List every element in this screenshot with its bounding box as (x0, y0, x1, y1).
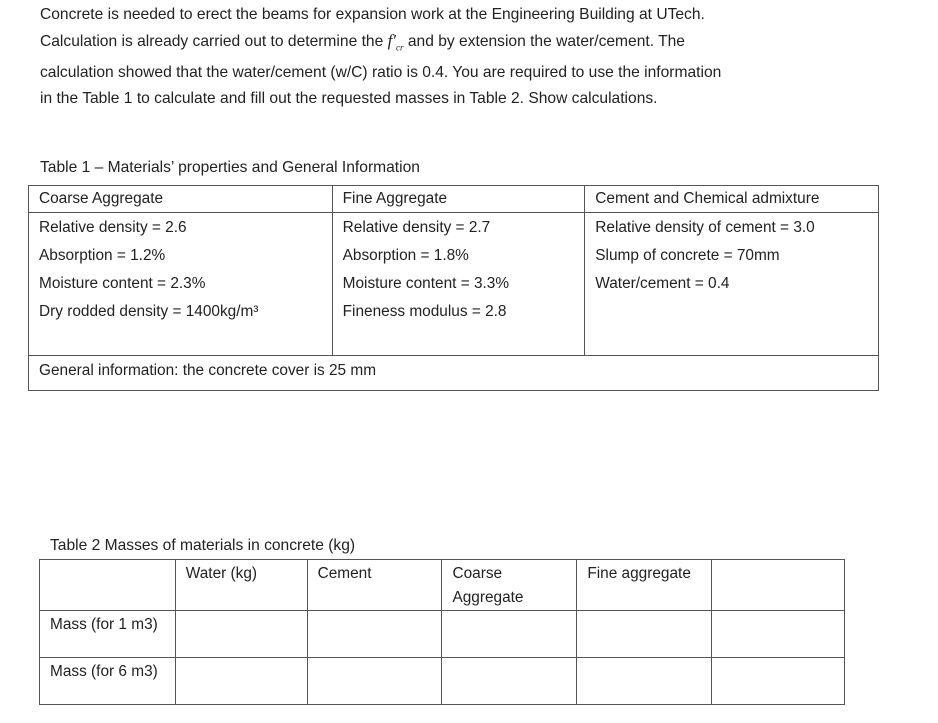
table2-header-water: Water (kg) (175, 560, 307, 611)
table2-caption: Table 2 Masses of materials in concrete (kg) (50, 537, 356, 554)
table2-row-label: Mass (for 1 m3) (40, 611, 176, 658)
table2-cell-coarse-6m3[interactable] (442, 658, 577, 705)
table2-cell-cement-6m3[interactable] (307, 658, 442, 705)
table2-row-1m3 (40, 611, 845, 658)
table2-cell-fine-6m3[interactable] (577, 658, 712, 705)
table2-header-fine: Fine aggregate (577, 560, 712, 611)
water-cement-ratio: Water/cement = 0.4 (595, 275, 730, 292)
table1-properties-row (29, 213, 879, 356)
table2-header-blank (40, 560, 176, 611)
table1-header-fine: Fine Aggregate (332, 186, 585, 213)
table2-cell-fine-1m3[interactable] (577, 611, 712, 658)
coarse-relative-density: Relative density = 2.6 (39, 219, 187, 236)
coarse-moisture-content: Moisture content = 2.3% (39, 275, 206, 292)
instructions-line-4: in the Table 1 to calculate and fill out the requested masses in Table 2. Show calculations. (40, 90, 658, 108)
table1-coarse-cell (29, 213, 333, 356)
cement-relative-density: Relative density of cement = 3.0 (595, 219, 815, 236)
table2-cell-water-6m3[interactable] (175, 658, 307, 705)
table2-masses (39, 559, 845, 705)
table1-header-cement: Cement and Chemical admixture (585, 186, 879, 213)
table2-cell-extra-1m3[interactable] (712, 611, 845, 658)
fine-relative-density: Relative density = 2.7 (342, 219, 491, 236)
coarse-absorption: Absorption = 1.2% (39, 247, 166, 264)
table1-caption: Table 1 – Materials’ properties and General Information (40, 159, 420, 176)
table2-header-extra (712, 560, 845, 611)
instructions-line-3: calculation showed that the water/cement (w/C) ratio is 0.4. You are required to use the information (40, 64, 722, 82)
table1-general-row (29, 356, 879, 391)
table2-cell-extra-6m3[interactable] (712, 658, 845, 705)
coarse-dry-rodded-density: Dry rodded density = 1400kg/m³ (39, 303, 259, 320)
instructions-paragraph (40, 2, 920, 112)
table2-header-row (40, 560, 845, 611)
table1-materials-properties (28, 185, 879, 391)
table1-header-row (29, 186, 879, 213)
instructions-line-2: Calculation is already carried out to determine the $f'_{cr}$ and by extension the water/cement. The (40, 31, 685, 53)
table2-row-label: Mass (for 6 m3) (40, 658, 176, 705)
fprime-cr-symbol: $f'_{cr}$ (387, 31, 404, 53)
table2-header-coarse: Coarse Aggregate (442, 560, 577, 611)
table1-cement-cell (585, 213, 879, 356)
table2-header-cement: Cement (307, 560, 442, 611)
table2-cell-cement-1m3[interactable] (307, 611, 442, 658)
table2-cell-coarse-1m3[interactable] (442, 611, 577, 658)
table2-row-6m3 (40, 658, 845, 705)
fine-absorption: Absorption = 1.8% (342, 247, 469, 264)
instructions-line-1: Concrete is needed to erect the beams for expansion work at the Engineering Building at UTech. (40, 6, 705, 23)
table1-general-info: General information: the concrete cover is 25 mm (29, 356, 879, 391)
table1-header-coarse: Coarse Aggregate (29, 186, 333, 213)
fine-fineness-modulus: Fineness modulus = 2.8 (342, 303, 507, 320)
fine-moisture-content: Moisture content = 3.3% (342, 275, 510, 292)
table1-fine-cell (332, 213, 585, 356)
table2-cell-water-1m3[interactable] (175, 611, 307, 658)
concrete-slump: Slump of concrete = 70mm (595, 247, 780, 264)
